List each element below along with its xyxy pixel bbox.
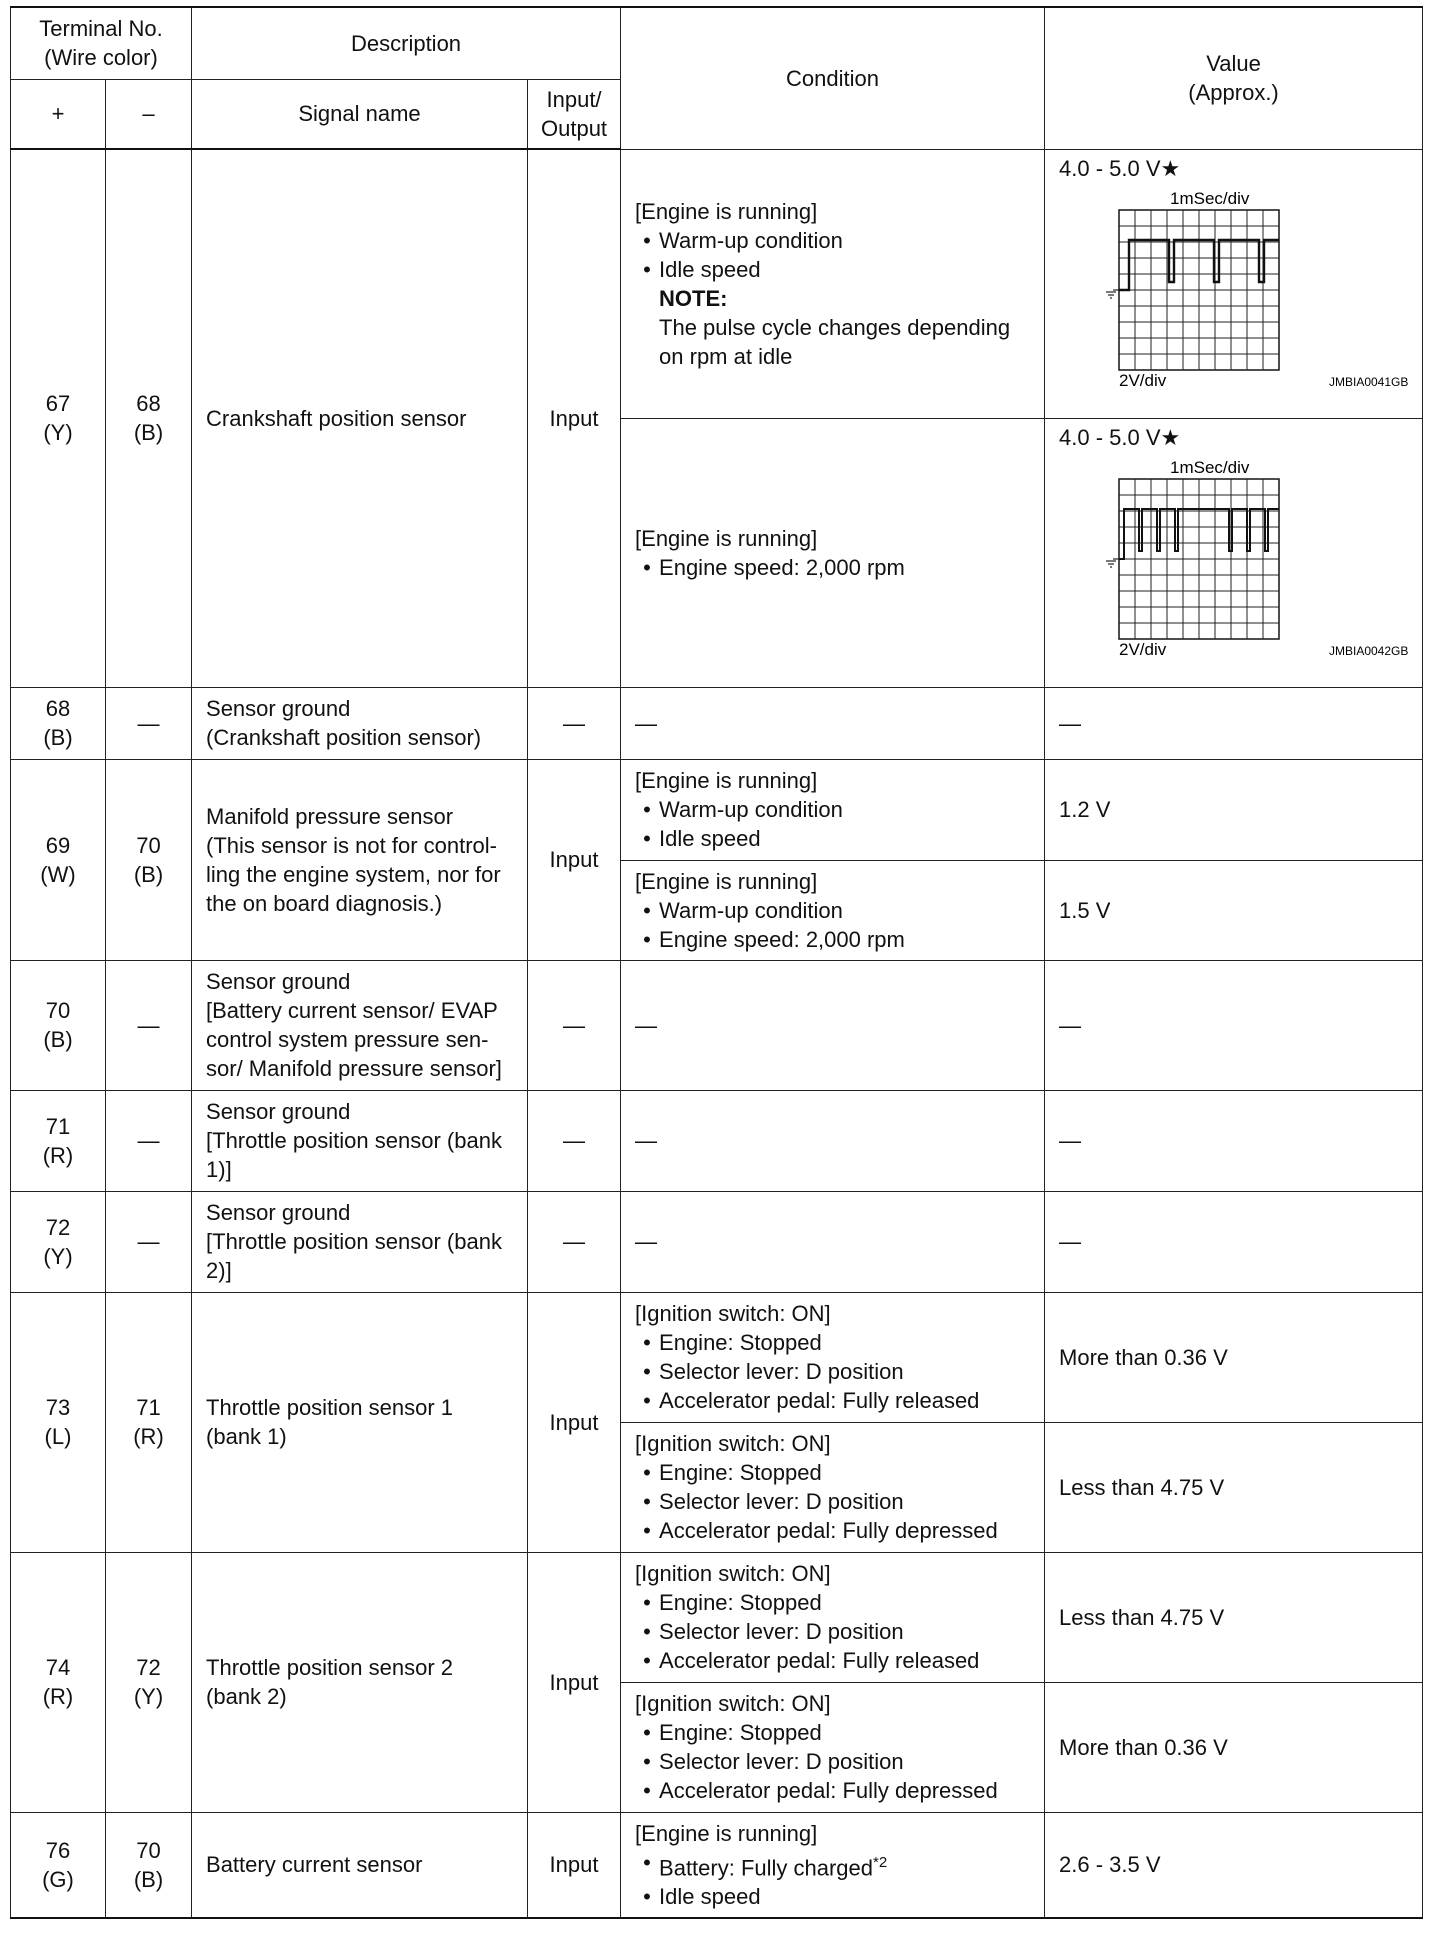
scope-timebase: 1mSec/div <box>1170 457 1250 477</box>
signal-name: Sensor ground [Throttle position sensor (bank 1)] <box>192 1090 528 1191</box>
condition-bullet: • Engine: Stopped <box>643 1460 822 1485</box>
condition-head: [Engine is running] <box>635 525 818 551</box>
terminal-plus: 72 (Y) <box>11 1191 106 1292</box>
scope-timebase: 1mSec/div <box>1170 188 1250 208</box>
condition-bullet: • Engine speed: 2,000 rpm <box>643 926 905 952</box>
footnote-marker: *2 <box>873 1853 888 1871</box>
condition-head: [Ignition switch: ON] <box>635 1691 831 1716</box>
value-cell <box>1045 418 1423 687</box>
input-output: — <box>528 960 621 1090</box>
condition-bullet: • Warm-up condition <box>643 897 843 923</box>
ground-icon <box>1106 290 1119 298</box>
signal-name: Sensor ground [Throttle position sensor (bank 2)] <box>192 1191 528 1292</box>
header-plus: + <box>11 79 106 149</box>
value-cell: 1.2 V <box>1045 759 1423 860</box>
condition-bullet: • Selector lever: D position <box>643 1489 904 1514</box>
terminal-minus: — <box>106 1191 192 1292</box>
condition-cell <box>621 1292 1045 1422</box>
terminal-plus: 71 (R) <box>11 1090 106 1191</box>
condition-bullet: • Warm-up condition <box>643 797 843 822</box>
condition-bullet: • Accelerator pedal: Fully released <box>643 1648 980 1673</box>
value-cell: — <box>1045 1191 1423 1292</box>
terminal-minus: — <box>106 960 192 1090</box>
note-text: The pulse cycle changes depending on rpm at idle <box>659 314 1011 369</box>
value-cell: 1.5 V <box>1045 860 1423 960</box>
value-cell: More than 0.36 V <box>1045 1682 1423 1812</box>
condition-cell: — <box>621 1090 1045 1191</box>
input-output: Input <box>528 149 621 687</box>
condition-head: [Engine is running] <box>635 868 818 894</box>
oscilloscope-figure <box>1059 154 1412 416</box>
condition-bullet: • Selector lever: D position <box>643 1359 904 1384</box>
condition-bullet: • Selector lever: D position <box>643 1749 904 1774</box>
condition-bullet: • Engine: Stopped <box>643 1590 822 1615</box>
signal-name: Sensor ground (Crankshaft position sensor) <box>192 687 528 759</box>
star-icon: ★ <box>1160 424 1181 450</box>
condition-head: [Ignition switch: ON] <box>635 1431 831 1456</box>
value-cell: — <box>1045 687 1423 759</box>
condition-cell <box>621 1552 1045 1682</box>
terminal-plus: 69 (W) <box>11 759 106 960</box>
header-signal-name: Signal name <box>192 79 528 149</box>
condition-bullet: • Warm-up condition <box>643 227 843 253</box>
input-output: Input <box>528 1292 621 1552</box>
condition-cell <box>621 759 1045 860</box>
note-label: NOTE: <box>659 285 728 311</box>
header-terminal: Terminal No. (Wire color) <box>11 7 192 79</box>
condition-bullet: • Accelerator pedal: Fully depressed <box>643 1518 998 1543</box>
condition-cell <box>621 1422 1045 1552</box>
signal-name: Throttle position sensor 2 (bank 2) <box>192 1552 528 1812</box>
condition-head: [Ignition switch: ON] <box>635 1561 831 1586</box>
terminal-minus: 72 (Y) <box>106 1552 192 1812</box>
condition-bullet: • Engine speed: 2,000 rpm <box>643 554 905 580</box>
input-output: Input <box>528 1812 621 1918</box>
condition-bullet: • Battery: Fully charged$^{*2}$ <box>643 1849 888 1880</box>
terminal-plus: 68 (B) <box>11 687 106 759</box>
condition-bullet: • Engine: Stopped <box>643 1720 822 1745</box>
header-description: Description <box>192 7 621 79</box>
scope-voltage: 4.0 - 5.0 V★ <box>1059 424 1181 450</box>
condition-bullet: • Idle speed <box>643 1883 761 1909</box>
condition-bullet: • Idle speed <box>643 256 761 282</box>
scope-voltage: 4.0 - 5.0 V★ <box>1059 155 1181 181</box>
value-cell: — <box>1045 1090 1423 1191</box>
input-output: — <box>528 1090 621 1191</box>
condition-cell <box>621 418 1045 687</box>
terminal-minus: 70 (B) <box>106 1812 192 1918</box>
terminal-plus: 73 (L) <box>11 1292 106 1552</box>
ground-icon <box>1106 559 1119 567</box>
input-output: Input <box>528 1552 621 1812</box>
terminal-plus: 67 (Y) <box>11 149 106 687</box>
scope-graph <box>1059 423 1409 685</box>
condition-bullet: • Accelerator pedal: Fully depressed <box>643 1778 998 1803</box>
condition-head: [Engine is running] <box>635 1820 818 1846</box>
scope-graph <box>1059 154 1409 416</box>
value-cell: 2.6 - 3.5 V <box>1045 1812 1423 1918</box>
terminal-table <box>10 6 1423 1919</box>
input-output: Input <box>528 759 621 960</box>
header-minus: – <box>106 79 192 149</box>
terminal-plus: 70 (B) <box>11 960 106 1090</box>
condition-cell: — <box>621 1191 1045 1292</box>
condition-cell <box>621 1812 1045 1918</box>
value-cell: More than 0.36 V <box>1045 1292 1423 1422</box>
terminal-minus: 70 (B) <box>106 759 192 960</box>
scope-volt-div: 2V/div <box>1119 370 1167 390</box>
signal-name: Battery current sensor <box>192 1812 528 1918</box>
input-output: — <box>528 687 621 759</box>
condition-head: [Ignition switch: ON] <box>635 1301 831 1326</box>
condition-cell <box>621 149 1045 418</box>
condition-cell: — <box>621 687 1045 759</box>
figure-id: JMBIA0042GB <box>1329 643 1409 658</box>
terminal-minus: 68 (B) <box>106 149 192 687</box>
terminal-minus: — <box>106 1090 192 1191</box>
header-value: Value (Approx.) <box>1045 7 1423 149</box>
input-output: — <box>528 1191 621 1292</box>
signal-name: Crankshaft position sensor <box>192 149 528 687</box>
condition-bullet: • Idle speed <box>643 826 761 851</box>
figure-id: JMBIA0041GB <box>1329 374 1409 389</box>
terminal-minus: — <box>106 687 192 759</box>
scope-grid <box>1119 479 1279 639</box>
terminal-minus: 71 (R) <box>106 1292 192 1552</box>
terminal-table-sheet <box>10 6 1422 1919</box>
scope-volt-div: 2V/div <box>1119 639 1167 659</box>
signal-name: Throttle position sensor 1 (bank 1) <box>192 1292 528 1552</box>
scope-grid <box>1119 210 1279 370</box>
condition-bullet: • Selector lever: D position <box>643 1619 904 1644</box>
header-input-output: Input/ Output <box>528 79 621 149</box>
condition-cell: — <box>621 960 1045 1090</box>
condition-bullet: • Accelerator pedal: Fully released <box>643 1388 980 1413</box>
signal-name: Sensor ground [Battery current sensor/ EVAP control system pressure sen- sor/ Manifold pressure sensor] <box>192 960 528 1090</box>
value-cell: Less than 4.75 V <box>1045 1552 1423 1682</box>
condition-head: [Engine is running] <box>635 768 818 793</box>
value-cell: — <box>1045 960 1423 1090</box>
value-cell <box>1045 149 1423 418</box>
oscilloscope-figure <box>1059 423 1412 685</box>
signal-name: Manifold pressure sensor (This sensor is not for control- ling the engine system, nor for the on board diagnosis.) <box>192 759 528 960</box>
condition-cell <box>621 860 1045 960</box>
condition-head: [Engine is running] <box>635 198 818 224</box>
condition-bullet: • Engine: Stopped <box>643 1330 822 1355</box>
star-icon: ★ <box>1160 155 1181 181</box>
terminal-plus: 76 (G) <box>11 1812 106 1918</box>
terminal-plus: 74 (R) <box>11 1552 106 1812</box>
condition-cell <box>621 1682 1045 1812</box>
header-condition: Condition <box>621 7 1045 149</box>
value-cell: Less than 4.75 V <box>1045 1422 1423 1552</box>
